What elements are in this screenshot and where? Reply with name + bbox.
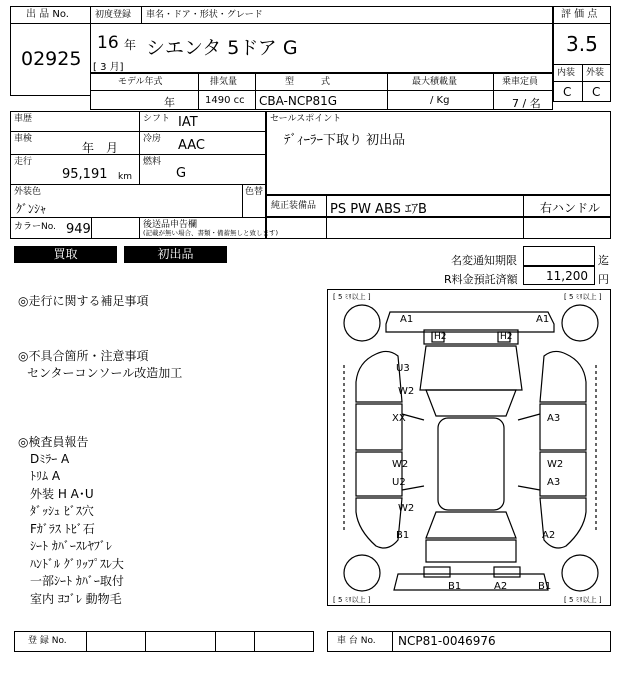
first-registration-year-unit: 年 [124, 38, 137, 52]
exterior-label: 外装 [586, 68, 605, 78]
equipment-label: 純正装備品 [271, 201, 317, 211]
damage-mark: B1 [448, 581, 462, 592]
inspector-item: 外装 H A･U [30, 487, 94, 501]
ext-color-label: 外装色 [14, 187, 42, 197]
tag-buy: 買取 [14, 246, 117, 263]
damage-mark: U3 [396, 363, 410, 374]
sales-point: ﾃﾞｨｰﾗｰ下取り 初出品 [284, 133, 406, 148]
car-name-label: 車名・ドア・形状・グレード [146, 10, 263, 20]
damage-mark: A3 [547, 413, 561, 424]
damage-mark: H2 [500, 332, 513, 342]
steering: 右ハンドル [540, 201, 601, 215]
car-body-outline [328, 290, 612, 607]
displacement-label: 排気量 [210, 77, 238, 87]
docs-label: 後送品申告欄 [143, 220, 198, 230]
sales-point-label: セールスポイント [270, 114, 342, 124]
tire-depth-rear-right: [ 5 ﾐﾘ以上 ] [564, 596, 602, 604]
odometer-change-unit: 迄 [598, 254, 609, 267]
first-registration-label: 初度登録 [95, 10, 132, 20]
lot-number-label: 出 品 No. [26, 9, 69, 20]
shift-label: シフト [143, 114, 171, 124]
recycle-label: R料金預託済額 [444, 273, 518, 286]
damage-mark: XX [392, 413, 406, 424]
interior-label: 内装 [557, 68, 576, 78]
max-load: / Kg [430, 95, 450, 106]
damage-mark: A3 [547, 477, 561, 488]
recycle-unit: 円 [598, 273, 609, 286]
first-registration-month: [ 3 月] [93, 62, 124, 73]
docs-note: (記載が無い場合、書類・備蓄無しと致します) [143, 229, 279, 237]
model-year-label: モデル年式 [118, 77, 163, 87]
color-no: 949 [66, 222, 91, 237]
damage-mark: U2 [392, 477, 406, 488]
model-year-unit: 年 [164, 96, 175, 109]
interior-grade: C [563, 85, 572, 99]
odometer-change-label: 名変通知期限 [451, 254, 517, 267]
ac-label: 冷房 [143, 134, 162, 144]
type-label: 型 式 [285, 77, 331, 87]
damage-mark: W2 [398, 386, 415, 397]
first-registration-year: 16 [97, 33, 119, 53]
equipment: PS PW ABS ｴｱB [330, 202, 427, 217]
capacity-label: 乗車定員 [502, 77, 539, 87]
defect-item: センターコンソール改造加工 [27, 366, 183, 380]
chassis-number-label: 車 台 No. [337, 636, 376, 646]
inspector-item: 室内 ﾖｺﾞﾚ 動物毛 [30, 592, 122, 606]
chassis-number: NCP81-0046976 [398, 634, 496, 648]
displacement: 1490 cc [205, 95, 245, 106]
score: 3.5 [566, 32, 598, 56]
damage-mark: W2 [398, 503, 415, 514]
fuel-label: 燃料 [143, 157, 162, 167]
fuel-value: G [176, 166, 187, 181]
defects-title: ◎不具合箇所・注意事項 [18, 349, 149, 363]
damage-mark: H2 [434, 332, 447, 342]
ac-value: AAC [178, 138, 205, 153]
mileage: 95,191 [62, 167, 108, 182]
shift-value: IAT [178, 115, 198, 130]
damage-mark: B1 [538, 581, 552, 592]
lot-number: 02925 [21, 48, 82, 70]
damage-mark: A2 [542, 530, 556, 541]
damage-mark: A1 [536, 314, 550, 325]
max-load-label: 最大積載量 [412, 77, 458, 87]
inspector-item: ﾀﾞｯｼｭ ﾋﾞｽ穴 [30, 504, 94, 518]
odometer-change-box [523, 246, 595, 266]
blank-box [266, 217, 611, 239]
inspector-item: Dﾐﾗｰ A [30, 452, 70, 466]
tire-depth-front-left: [ 5 ﾐﾘ以上 ] [333, 293, 371, 301]
color-no-label: カラーNo. [14, 222, 56, 232]
inspector-item: ﾊﾝﾄﾞﾙ ｸﾞﾘｯﾌﾟｽﾚ大 [30, 557, 124, 571]
tire-depth-front-right: [ 5 ﾐﾘ以上 ] [564, 293, 602, 301]
mileage-unit: km [118, 172, 132, 182]
tag-first-listing: 初出品 [124, 246, 227, 263]
damage-mark: W2 [547, 459, 564, 470]
inspector-item: ﾄﾘﾑ A [30, 469, 61, 483]
inspector-item: ｼｰﾄ ｶﾊﾞｰｽﾚﾔﾌﾞﾚ [30, 539, 112, 553]
tire-depth-rear-left: [ 5 ﾐﾘ以上 ] [333, 596, 371, 604]
recycle-value: 11,200 [546, 269, 588, 283]
exterior-grade: C [592, 85, 601, 99]
inspection-value: 年 月 [82, 141, 119, 155]
mileage-label: 走行 [14, 157, 33, 167]
color-change-label: 色替 [245, 187, 264, 197]
capacity: 7 / 名 [512, 97, 541, 110]
history-label: 車歴 [14, 114, 33, 124]
damage-mark: A2 [494, 581, 508, 592]
ext-color: ｸﾞﾝｼｬ [16, 202, 47, 216]
damage-mark: B1 [396, 530, 410, 541]
car-name: シエンタ 5ドア G [146, 37, 298, 59]
driving-notes-title: ◎走行に関する補足事項 [18, 294, 149, 308]
registration-number-label: 登 録 No. [28, 636, 67, 646]
inspector-item: Fｶﾞﾗｽ ﾄﾋﾞ石 [30, 522, 95, 536]
model-type: CBA-NCP81G [259, 94, 338, 108]
car-diagram-box [327, 289, 611, 606]
inspector-title: ◎検査員報告 [18, 435, 89, 449]
damage-mark: A1 [400, 314, 414, 325]
score-label: 評 価 点 [561, 9, 598, 20]
inspection-label: 車検 [14, 134, 33, 144]
inspector-item: 一部ｼｰﾄ ｶﾊﾞｰ取付 [30, 574, 124, 588]
damage-mark: W2 [392, 459, 409, 470]
